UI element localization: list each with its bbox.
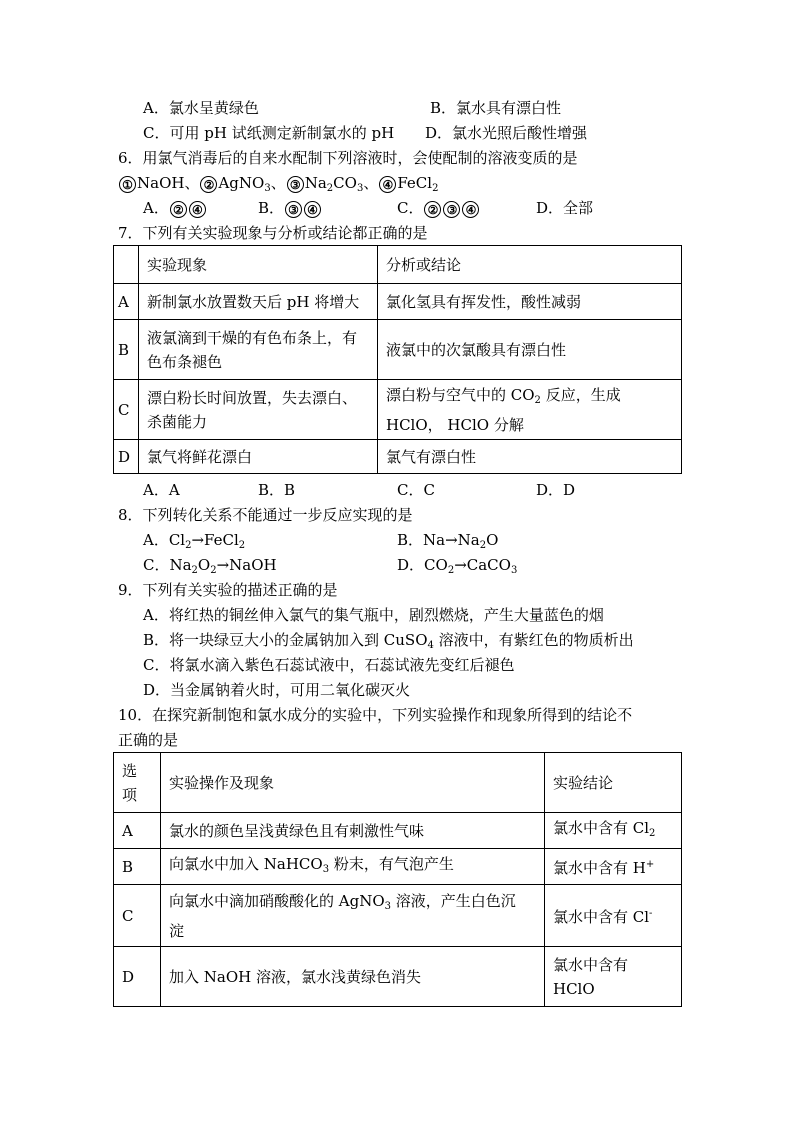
table-row: B 液氯滴到干燥的有色布条上，有 色布条褪色 液氯中的次氯酸具有漂白性 <box>114 320 682 380</box>
circled-four: ④ <box>379 176 396 193</box>
q5-option-a: A．氯水呈黄绿色 <box>143 99 259 117</box>
header-operation: 实验操作及现象 <box>161 753 545 813</box>
q9-stem: 9．下列有关实验的描述正确的是 <box>118 581 338 599</box>
q10-stem: 10．在探究新制饱和氯水成分的实验中，下列实验操作和现象所得到的结论不 <box>118 706 633 724</box>
q9-option-d: D．当金属钠着火时，可用二氧化碳灭火 <box>143 681 411 699</box>
q10-stem-cont: 正确的是 <box>118 731 179 749</box>
q5-option-b: B．氯水具有漂白性 <box>430 99 562 117</box>
q8-option-a: A．$Cl_2\to FeCl_2$ <box>143 531 246 551</box>
q8-option-b: B．$Na\to Na_2O$ <box>397 531 499 551</box>
q7-option-d: D．D <box>536 481 576 499</box>
circled-three: ③ <box>287 176 304 193</box>
q5-option-c: C．可用 pH 试纸测定新制氯水的 pH <box>143 124 395 142</box>
q7-option-a: A．A <box>143 481 180 499</box>
q10-table <box>113 752 682 1007</box>
header-conclusion: 分析或结论 <box>378 246 682 284</box>
circled-one: ① <box>119 176 136 193</box>
table-row: D 氯气将鲜花漂白 氯气有漂白性 <box>114 440 682 474</box>
q6-option-c: C． ② ③ ④ <box>397 197 480 219</box>
q6-items: ① NaOH、 ② AgNO$_3$、 ③ $Na_2CO_3$、 ④ FeCl$_2$ <box>118 172 438 200</box>
q6-option-a: A． ② ④ <box>143 197 207 219</box>
q5-option-d: D．氯水光照后酸性增强 <box>425 124 588 142</box>
table-row: C 漂白粉长时间放置，失去漂白、 杀菌能力 漂白粉与空气中的 $CO_2$ 反应，生成 HClO， HClO 分解 <box>114 380 682 440</box>
table-header-row <box>114 246 682 284</box>
circled-two: ② <box>200 176 217 193</box>
q6-stem: 6．用氯气消毒后的自来水配制下列溶液时，会使配制的溶液变质的是 <box>118 149 578 167</box>
table-header-row: 选 项 实验操作及现象 实验结论 <box>114 753 682 813</box>
header-phenomenon: 实验现象 <box>139 246 378 284</box>
table-row: D 加入 NaOH 溶液，氯水浅黄绿色消失 氯水中含有 HClO <box>114 947 682 1007</box>
q6-option-b: B． ③ ④ <box>258 197 322 219</box>
table-row: B 向氯水中加入 NaHCO$_3$ 粉末，有气泡产生 氯水中含有 H+ <box>114 849 682 885</box>
q8-option-d: D．$CO_2\to CaCO_3$ <box>397 556 518 576</box>
q7-stem: 7．下列有关实验现象与分析或结论都正确的是 <box>118 224 428 242</box>
q7-table <box>113 245 682 474</box>
q9-option-c: C．将氯水滴入紫色石蕊试液中，石蕊试液先变红后褪色 <box>143 656 515 674</box>
q9-option-a: A．将红热的铜丝伸入氯气的集气瓶中，剧烈燃烧，产生大量蓝色的烟 <box>143 606 604 624</box>
q8-stem: 8．下列转化关系不能通过一步反应实现的是 <box>118 506 413 524</box>
q8-option-c: C．$Na_2O_2\to NaOH$ <box>143 556 277 576</box>
q7-option-b: B．B <box>258 481 296 499</box>
table-row: A 氯水的颜色呈浅黄绿色且有刺激性气味 氯水中含有 $Cl_2$ <box>114 813 682 849</box>
table-row: C 向氯水中滴加硝酸酸化的 AgNO$_3$ 溶液，产生白色沉 淀 氯水中含有 Cl- <box>114 885 682 947</box>
q6-option-d: D．全部 <box>536 199 594 217</box>
table-row: A 新制氯水放置数天后 pH 将增大 氯化氢具有挥发性，酸性减弱 <box>114 284 682 320</box>
q7-option-c: C．C <box>397 481 435 499</box>
header-conclusion: 实验结论 <box>545 753 682 813</box>
q9-option-b: B．将一块绿豆大小的金属钠加入到 CuSO$_4$ 溶液中，有紫红色的物质析出 <box>143 631 634 651</box>
